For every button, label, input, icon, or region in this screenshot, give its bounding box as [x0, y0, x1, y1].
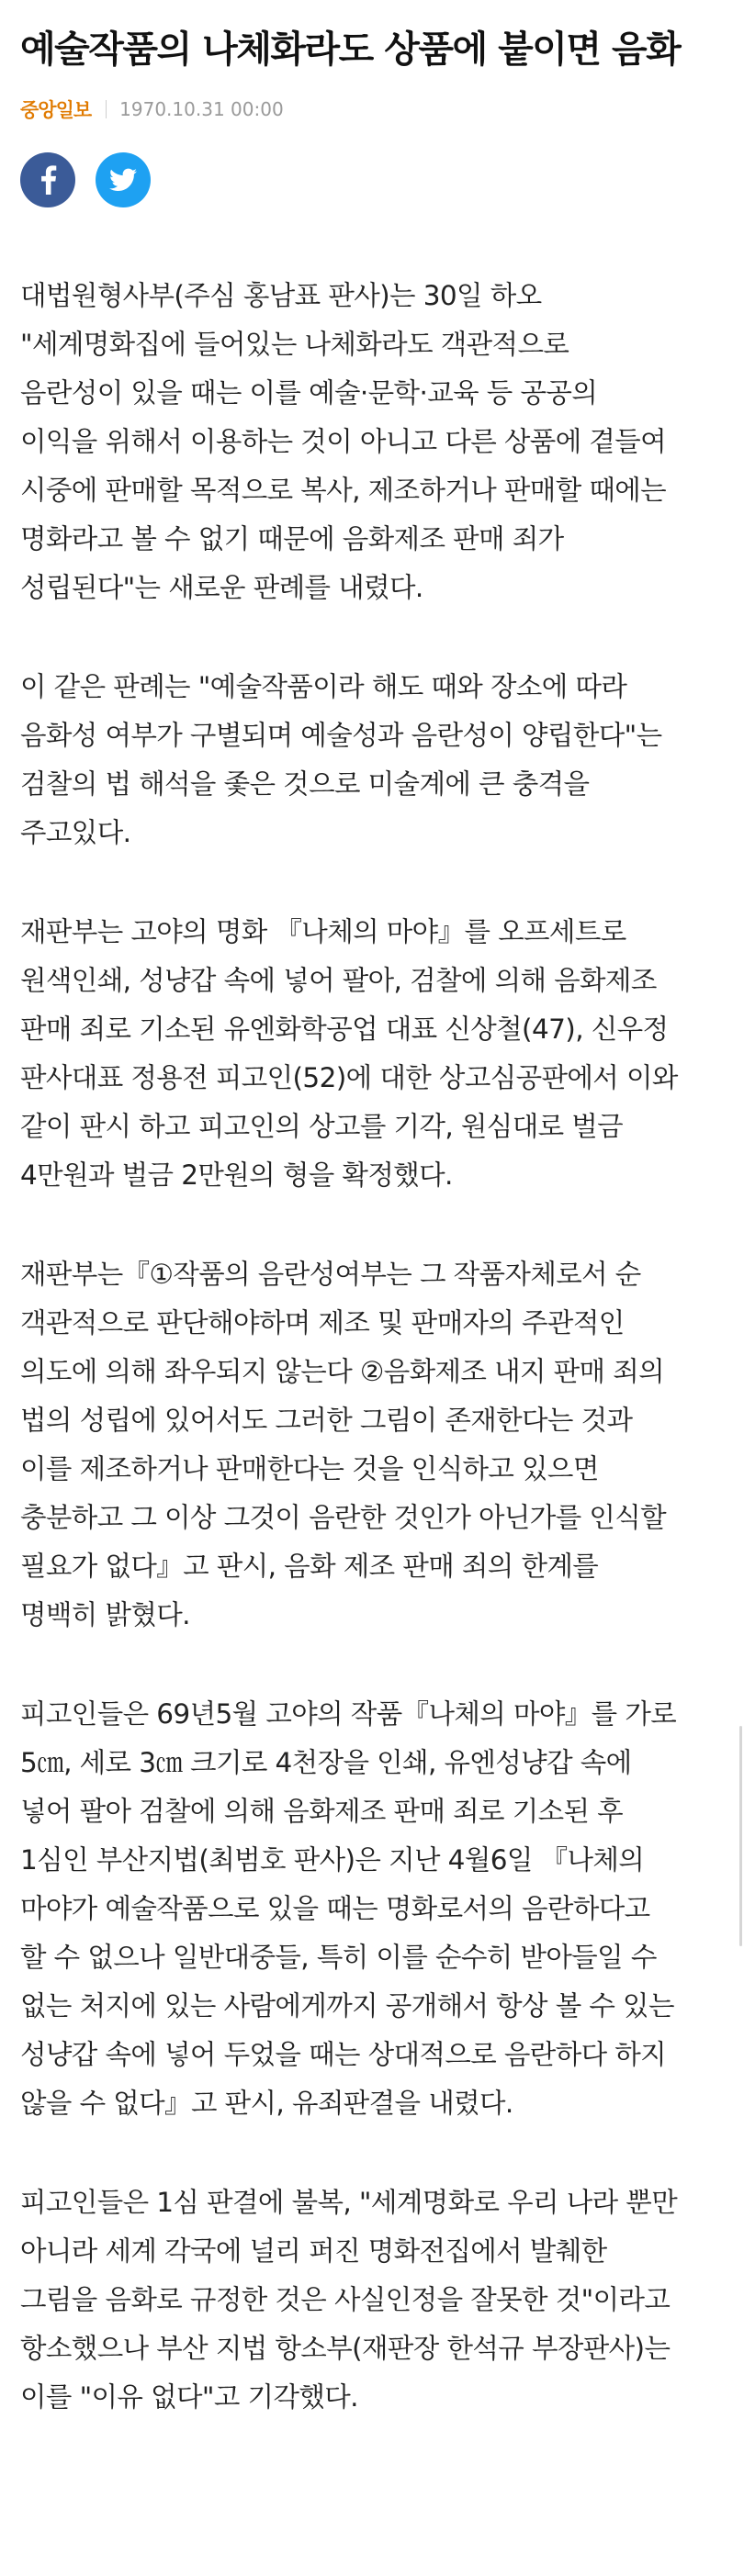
- article-paragraph: 대법원형사부(주심 홍남표 판사)는 30일 하오 "세계명화집에 들어있는 나체화라도 객관적으로 음란성이 있을 때는 이를 예술·문학·교육 등 공공의 이익을 위해서 이용하는 것이 아니고 다른 상품에 곁들여 시중에 판매할 목적으로 복사, 제조하거나 판매할 때에는 명화라고 볼 수 없기 때문에 음화제조 판매 죄가 성립된다"는 새로운 판례를 내렸다.: [20, 280, 667, 603]
- twitter-share-button[interactable]: [96, 152, 151, 207]
- article-paragraph: 이 같은 판례는 "예술작품이라 해도 때와 장소에 따라 음화성 여부가 구별되며 예술성과 음란성이 양립한다"는 검찰의 법 해석을 좇은 것으로 미술계에 큰 충격을 주고있다.: [20, 671, 662, 848]
- share-buttons: [20, 152, 720, 207]
- facebook-share-button[interactable]: [20, 152, 75, 207]
- article-meta: [20, 95, 720, 123]
- meta-divider: [106, 100, 107, 118]
- article-title: 예술작품의 나체화라도 상품에 붙이면 음화: [20, 28, 681, 71]
- source-name[interactable]: 중앙일보: [20, 99, 92, 121]
- article-paragraph: 재판부는『①작품의 음란성여부는 그 작품자체로서 순 객관적으로 판단해야하며 제조 및 판매자의 주관적인 의도에 의해 좌우되지 않는다 ②음화제조 내지 판매 죄의 법의 성립에 있어서도 그러한 그림이 존재한다는 것과 이를 제조하거나 판매한다는 것을 인식하고 있으면 충분하고 그 이상 그것이 음란한 것인가 아닌가를 인식할 필요가 없다』고 판시, 음화 제조 판매 죄의 한계를 명백히 밝혔다.: [20, 1259, 667, 1630]
- article-body: [20, 272, 720, 2422]
- twitter-icon: [109, 168, 137, 192]
- article-paragraph: 피고인들은 69년5월 고야의 작품『나체의 마야』를 가로 5㎝, 세로 3㎝ 크기로 4천장을 인쇄, 유엔성냥갑 속에 넣어 팔아 검찰에 의해 음화제조 판매 죄로 기소된 후 1심인 부산지법(최범호 판사)은 지난 4월6일 『나체의 마야가 예술작품으로 있을 때는 명화로서의 음란하다고 할 수 없으나 일반대중들, 특히 이를 순수히 받아들일 수 없는 처지에 있는 사람에게까지 공개해서 항상 볼 수 있는 성냥갑 속에 넣어 두었을 때는 상대적으로 음란하다 하지 않을 수 없다』고 판시, 유죄판결을 내렸다.: [20, 1698, 677, 2119]
- article-paragraph: 재판부는 고야의 명화 『나체의 마야』를 오프세트로 원색인쇄, 성냥갑 속에 넣어 팔아, 검찰에 의해 음화제조 판매 죄로 기소된 유엔화학공업 대표 신상철(47), 신우정 판사대표 정용전 피고인(52)에 대한 상고심공판에서 이와 같이 판시 하고 피고인의 상고를 기각, 원심대로 벌금 4만원과 벌금 2만원의 형을 확정했다.: [20, 916, 678, 1191]
- scrollbar[interactable]: [739, 1726, 742, 1946]
- article-paragraph: 피고인들은 1심 판결에 불복, "세계명화로 우리 나라 뿐만 아니라 세계 각국에 널리 퍼진 명화전집에서 발췌한 그림을 음화로 규정한 것은 사실인정을 잘못한 것"이라고 항소했으나 부산 지법 항소부(재판장 한석규 부장판사)는 이를 "이유 없다"고 기각했다.: [20, 2187, 678, 2413]
- facebook-icon: [38, 165, 58, 195]
- publish-date: 1970.10.31 00:00: [119, 98, 284, 120]
